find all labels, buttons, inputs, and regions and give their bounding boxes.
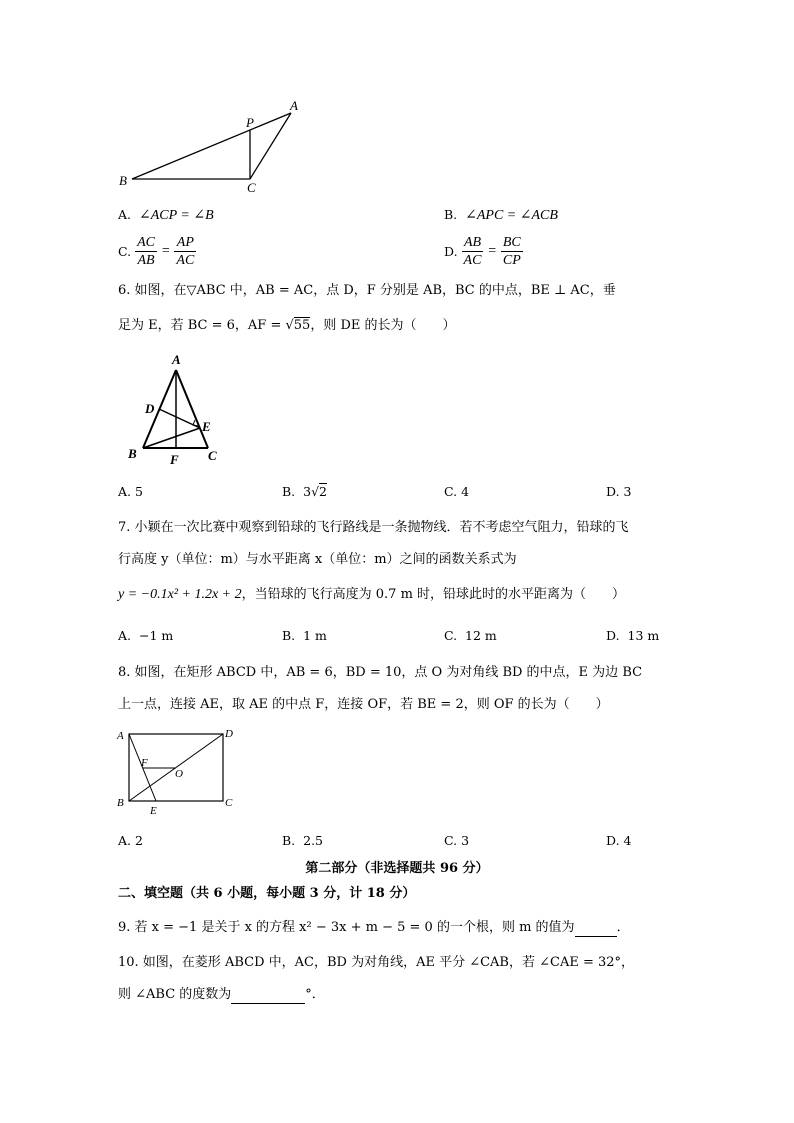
option-value: −1 m [138, 628, 174, 643]
q7-line-3 [118, 587, 625, 603]
q8-option-d[interactable] [606, 833, 632, 848]
option-letter: D. [606, 484, 620, 499]
q9-line [118, 920, 630, 937]
option-expr: ∠APC = ∠ACB [465, 208, 558, 223]
q6-option-c[interactable] [444, 484, 469, 499]
option-value: 12 m [465, 628, 497, 643]
segment-ca [250, 113, 291, 179]
label-e: E [202, 419, 211, 434]
q5-option-d[interactable]: D. $\frac{AB}{AC}$ = $\frac{BC}{CP}$ [444, 235, 521, 268]
segment-ba [132, 113, 291, 179]
figure-rectangle-abcd [112, 722, 242, 818]
label-b: B [128, 446, 137, 461]
part2-title: 第二部分（非选择题共 96 分） [305, 861, 489, 876]
label-d: D [225, 728, 233, 740]
denominator: AB [137, 253, 155, 268]
q6-option-d[interactable] [606, 484, 632, 499]
option-letter: A. [118, 628, 132, 643]
q6-line-2 [118, 318, 456, 334]
label-a: A [290, 98, 298, 113]
q8-option-b[interactable] [282, 833, 323, 848]
label-b: B [117, 797, 124, 809]
label-o: O [175, 768, 183, 780]
q10-line-2 [118, 987, 325, 1004]
label-c: C [225, 797, 233, 809]
option-value-radicand: 2 [319, 484, 327, 499]
q10-text-end: °． [305, 987, 325, 1002]
option-letter: C. [444, 628, 458, 643]
q9-answer-blank[interactable] [575, 920, 617, 937]
fraction-left [135, 234, 157, 269]
option-value-coef: 3 [303, 484, 312, 499]
fraction-left [462, 234, 484, 269]
q7-line-3-text: ，当铅球的飞行高度为 0.7 m 时，铅球此时的水平距离为（ ） [241, 587, 626, 602]
fraction-right [174, 234, 196, 269]
option-value: 3 [461, 833, 470, 848]
option-value: 4 [623, 833, 632, 848]
option-letter: B. [444, 207, 458, 222]
q7-line-1: 7. 小颖在一次比赛中观察到铅球的飞行路线是一条抛物线．若不考虑空气阻力，铅球的飞 [118, 520, 629, 535]
q6-option-a[interactable] [118, 484, 143, 499]
q7-option-a[interactable] [118, 628, 173, 643]
q6-radicand: 55 [293, 318, 311, 333]
q6-line-1: 6. 如图，在▽ABC 中，AB = AC，点 D，F 分别是 AB，BC 的中点，BE ⊥ AC，垂 [118, 283, 616, 298]
label-a: A [172, 352, 181, 367]
label-p: P [246, 115, 254, 130]
option-value: 1 m [303, 628, 327, 643]
q9-text-end: ． [616, 920, 630, 935]
option-value: 2 [135, 833, 143, 848]
q7-line-2: 行高度 y（单位：m）与水平距离 x（单位：m）之间的函数关系式为 [118, 552, 517, 567]
q7-option-c[interactable] [444, 628, 497, 643]
option-value: 2.5 [303, 833, 324, 848]
figure-isosceles-triangle [122, 348, 232, 468]
q6-text-pre: 足为 E，若 BC = 6，AF = √ [118, 318, 294, 333]
q5-option-b[interactable] [444, 207, 558, 224]
q7-option-d[interactable] [606, 628, 659, 643]
label-f: F [170, 452, 179, 467]
option-letter: B. [282, 833, 296, 848]
q7-option-b[interactable] [282, 628, 327, 643]
option-letter: A. [118, 484, 132, 499]
option-letter: C. [118, 244, 132, 259]
q10-answer-blank[interactable] [231, 987, 305, 1004]
q8-line-1: 8. 如图，在矩形 ABCD 中，AB = 6，BD = 10，点 O 为对角线 BD 的中点，E 为边 BC [118, 665, 643, 680]
option-letter: C. [444, 484, 458, 499]
option-letter: B. [282, 628, 296, 643]
option-value: 3 [623, 484, 632, 499]
option-letter: A. [118, 833, 132, 848]
label-c: C [247, 180, 256, 195]
q6-text-post: ，则 DE 的长为（ ） [310, 318, 456, 333]
q9-text: 9. 若 x = −1 是关于 x 的方程 x² − 3x + m − 5 = 0 的一个根，则 m 的值为 [118, 920, 575, 935]
option-value: 4 [461, 484, 470, 499]
figure-triangle-pac [110, 95, 310, 195]
numerator: BC [502, 235, 521, 250]
denominator: AC [463, 253, 482, 268]
option-value: 5 [135, 484, 143, 499]
q8-option-c[interactable] [444, 833, 469, 848]
fraction-right [501, 234, 523, 269]
label-d: D [145, 401, 155, 416]
denominator: CP [502, 253, 521, 268]
option-letter: D. [606, 628, 620, 643]
numerator: AP [174, 234, 196, 252]
option-letter: A. [118, 207, 132, 222]
label-f: F [141, 757, 148, 769]
numerator: AB [462, 234, 484, 252]
q8-line-2: 上一点，连接 AE，取 AE 的中点 F，连接 OF，若 BE = 2，则 OF 的长为（ ） [118, 697, 609, 712]
option-value: 13 m [627, 628, 660, 643]
q7-formula: y = −0.1x² + 1.2x + 2 [118, 587, 242, 602]
q5-option-c[interactable]: C. $\frac{AC}{AB}$ = $\frac{AP}{AC}$ [118, 235, 195, 268]
q6-option-b[interactable]: B. 3√2 [282, 484, 327, 499]
label-b: B [119, 173, 127, 188]
section2-title: 二、填空题（共 6 小题，每小题 3 分，计 18 分） [118, 886, 416, 901]
option-expr: ∠ACP = ∠B [138, 208, 214, 223]
q10-line-1: 10. 如图，在菱形 ABCD 中，AC，BD 为对角线，AE 平分 ∠CAB，若 ∠CAE = 32°， [118, 955, 635, 970]
option-letter: B. [282, 484, 296, 499]
label-c: C [208, 448, 217, 463]
numerator: AC [137, 235, 155, 250]
option-letter: D. [606, 833, 620, 848]
option-letter: C. [444, 833, 458, 848]
label-a: A [117, 730, 124, 742]
q10-text: 则 ∠ABC 的度数为 [118, 987, 232, 1002]
q5-option-a[interactable] [118, 207, 214, 224]
denominator: AC [176, 253, 195, 268]
option-letter: D. [444, 244, 458, 259]
q8-option-a[interactable] [118, 833, 143, 848]
label-e: E [150, 805, 157, 817]
